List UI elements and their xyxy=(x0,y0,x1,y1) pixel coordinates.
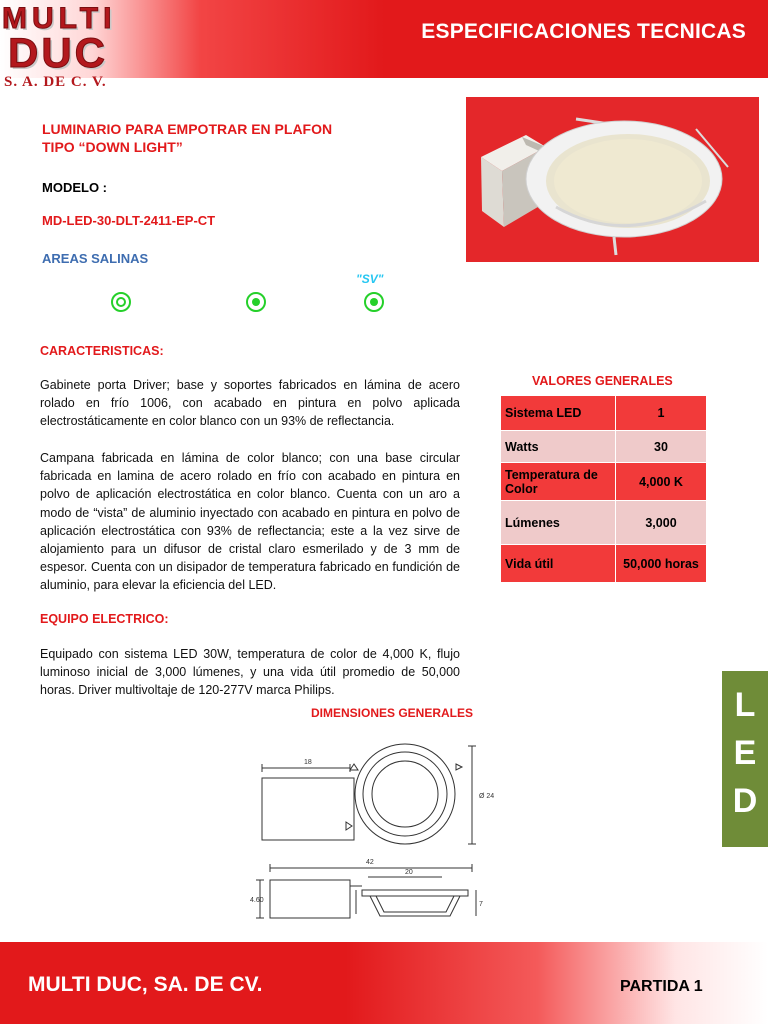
table-cell-label: Watts xyxy=(501,431,616,463)
led-letter-e: E xyxy=(733,734,757,772)
caracteristicas-title: CARACTERISTICAS: xyxy=(40,344,164,358)
product-title-line2: TIPO “DOWN LIGHT” xyxy=(42,139,183,155)
equipo-electrico-paragraph: Equipado con sistema LED 30W, temperatura de color de 4,000 K, flujo luminoso inicial de 3,000 lúmenes, y una vida útil promedio de 50,000 horas. Driver multivoltaje de 120-277V marca Philips. xyxy=(40,647,460,698)
logo-line1: MULTI xyxy=(2,2,117,35)
indicator-filled-icon xyxy=(246,292,266,312)
table-cell-label: Sistema LED xyxy=(501,396,616,431)
caracteristicas-paragraph-1: Gabinete porta Driver; base y soportes fabricados en lámina de acero rolado en frío 1006, con acabado en pintura en polvo aplicada electrostáticamente en color blanco con un 93% de reflectancia. xyxy=(40,378,460,429)
led-letter-d: D xyxy=(732,782,758,820)
header-title: ESPECIFICACIONES TECNICAS xyxy=(421,20,746,43)
dim-18-label: 18 xyxy=(304,759,312,766)
dim-460-label: 4.60 xyxy=(250,897,264,904)
table-cell-label: Temperatura de Color xyxy=(501,463,616,501)
equipo-electrico-title: EQUIPO ELECTRICO: xyxy=(40,612,169,626)
dim-24-label: Ø 24 xyxy=(479,793,495,800)
company-logo xyxy=(2,4,134,98)
led-letter-l: L xyxy=(734,686,756,724)
table-row xyxy=(501,463,707,501)
table-row xyxy=(501,501,707,545)
product-title-line1: LUMINARIO PARA EMPOTRAR EN PLAFON xyxy=(42,121,333,137)
table-row xyxy=(501,396,707,431)
table-cell-value: 4,000 K xyxy=(616,463,707,501)
product-photo xyxy=(466,97,759,262)
table-row xyxy=(501,431,707,463)
dim-7-label: 7 xyxy=(479,901,483,908)
footer-company-name: MULTI DUC, SA. DE CV. xyxy=(28,973,263,996)
caracteristicas-paragraph-2: Campana fabricada en lámina de color blanco; con una base circular fabricada en lamina de acero rolado en frío con acabado en pintura en polvo de aplicación electrostática en color blanco. Cuenta con un aro a modo de “vista” de aluminio inyectado con acabado en pintura en polvo de aplicación electrostática con 93% de reflectancia; este a la vez sirve de alojamiento para un difusor de cristal claro esmerilado y de 3 mm de espesor. Cuenta con un disipador de temperatura fabricado en fundición de aluminio, para elevar la eficiencia del LED. xyxy=(40,451,460,593)
product-title xyxy=(42,120,332,156)
logo-line2: DUC xyxy=(8,29,108,76)
dim-42-label: 42 xyxy=(366,859,374,866)
valores-table xyxy=(500,395,707,583)
dimension-drawing xyxy=(250,740,495,930)
indicator-hollow-icon xyxy=(111,292,131,312)
valores-generales-title: VALORES GENERALES xyxy=(532,374,673,388)
model-code: MD-LED-30-DLT-2411-EP-CT xyxy=(42,213,216,228)
table-cell-label: Vida útil xyxy=(501,545,616,583)
sv-tag: "SV" xyxy=(356,272,384,286)
areas-salinas-label: AREAS SALINAS xyxy=(42,251,149,266)
table-cell-value: 1 xyxy=(616,396,707,431)
led-side-label xyxy=(722,671,768,847)
footer-partida: PARTIDA 1 xyxy=(620,978,703,995)
indicator-sv-icon xyxy=(364,292,384,312)
model-label: MODELO : xyxy=(42,180,107,195)
dimensiones-title: DIMENSIONES GENERALES xyxy=(311,706,474,720)
table-cell-value: 30 xyxy=(616,431,707,463)
table-row xyxy=(501,545,707,583)
logo-line3: S. A. DE C. V. xyxy=(4,74,107,90)
table-cell-value: 3,000 xyxy=(616,501,707,545)
table-cell-label: Lúmenes xyxy=(501,501,616,545)
table-cell-value: 50,000 horas xyxy=(616,545,707,583)
dim-20-label: 20 xyxy=(405,869,413,876)
